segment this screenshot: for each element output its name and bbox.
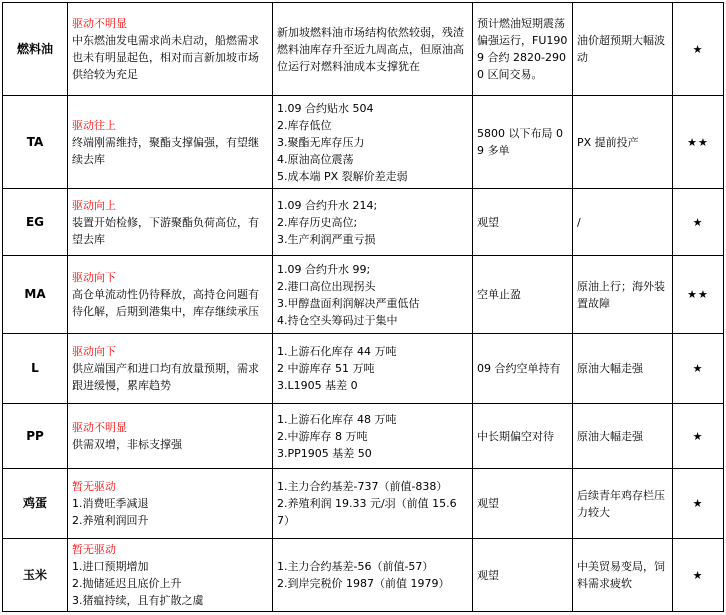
driver-text: 装置开始检修，下游聚酯负荷高位，有望去库: [72, 215, 259, 246]
driver-title: 驱动不明显: [72, 17, 127, 30]
factor-line: 1.上游石化库存 44 万吨: [277, 345, 397, 358]
driver-text: 终端刚需维持，聚酯支撑偏强，有望继续去库: [72, 135, 259, 166]
driver-text: 供应端国产和进口均有放量预期，需求跟进缓慢，累库趋势: [72, 362, 259, 392]
table-row-fuel-oil: [3, 3, 724, 96]
rating-stars: ★: [673, 539, 724, 612]
driver-title: 驱动向上: [72, 198, 116, 212]
commodity-name: MA: [3, 256, 68, 334]
risk-cell: 中美贸易变局，饲料需求疲软: [573, 539, 673, 612]
driver-line: 1.进口预期增加: [72, 560, 149, 573]
strategy-cell: 中长期偏空对待: [473, 404, 573, 469]
rating-stars: ★: [673, 404, 724, 469]
strategy-cell: 观望: [473, 189, 573, 256]
driver-title: 驱动不明显: [72, 421, 127, 434]
factor-line: 2.库存低位: [277, 118, 332, 132]
factor-line: 1.09 合约贴水 504: [277, 101, 374, 115]
risk-cell: 原油上行；海外装置故障: [573, 256, 673, 334]
driver-cell: [68, 96, 273, 189]
strategy-cell: 空单止盈: [473, 256, 573, 334]
driver-cell: [68, 189, 273, 256]
factors-cell: [273, 3, 473, 96]
table-row-eg: [3, 189, 724, 256]
driver-title: 驱动向下: [72, 271, 116, 284]
commodity-name: L: [3, 334, 68, 404]
factor-line: 1.09 合约升水 214;: [277, 198, 378, 212]
risk-cell: 后续青年鸡存栏压力较大: [573, 469, 673, 539]
factor-line: 1.上游石化库存 48 万吨: [277, 412, 397, 426]
driver-title: 驱动向下: [72, 345, 116, 358]
risk-cell: 原油大幅走强: [573, 334, 673, 404]
factor-line: 3.甲醇盘面利润解决严重低估: [277, 296, 420, 310]
driver-line: 2.养殖利润回升: [72, 514, 149, 527]
factor-line: 2.养殖利润 19.33 元/羽（前值 15.67）: [277, 497, 457, 527]
table-row-ma: [3, 256, 724, 334]
driver-text: 高仓单流动性仍待释放，高持仓问题有待化解，后期到港集中，库存继续承压: [72, 288, 259, 318]
strategy-cell: 观望: [473, 539, 573, 612]
rating-stars: ★★: [673, 96, 724, 189]
table-row-pp: [3, 404, 724, 469]
factors-cell: [273, 539, 473, 612]
factor-line: 1.主力合约基差-737（前值-838）: [277, 480, 448, 493]
commodity-name: PP: [3, 404, 68, 469]
rating-stars: ★★: [673, 256, 724, 334]
commodity-name: EG: [3, 189, 68, 256]
driver-line: 3.猪瘟持续，且有扩散之虞: [72, 594, 204, 607]
driver-text: 中东燃油发电需求尚未启动，船燃需求也未有明显起色，相对而言新加坡市场供给较为充足: [72, 34, 259, 81]
driver-title: 暂无驱动: [72, 480, 116, 493]
rating-stars: ★: [673, 3, 724, 96]
factor-line: 2.到岸完税价 1987（前值 1979）: [277, 577, 450, 590]
strategy-cell: 09 合约空单持有: [473, 334, 573, 404]
factor-line: 1.09 合约升水 99;: [277, 262, 371, 276]
driver-cell: [68, 256, 273, 334]
factor-line: 2 中游库存 51 万吨: [277, 362, 375, 375]
factor-line: 3.聚酯无库存压力: [277, 135, 365, 149]
commodity-name: 燃料油: [3, 3, 68, 96]
factor-line: 1.主力合约基差-56（前值-57）: [277, 560, 434, 573]
driver-line: 2.抛储延迟且底价上升: [72, 577, 182, 590]
driver-text: 供需双增，非标支撑强: [72, 438, 182, 451]
commodity-name: 鸡蛋: [3, 469, 68, 539]
commodity-strategy-table: [2, 2, 724, 612]
commodity-name: 玉米: [3, 539, 68, 612]
driver-cell: [68, 334, 273, 404]
factor-line: 4.原油高位震荡: [277, 152, 354, 166]
strategy-cell: 5800 以下布局 09 多单: [473, 96, 573, 189]
factor-line: 2.港口高位出现拐头: [277, 279, 376, 293]
table-row-ta: [3, 96, 724, 189]
factor-line: 2.中游库存 8 万吨: [277, 429, 368, 443]
factor-line: 4.持仓空头筹码过于集中: [277, 313, 398, 327]
risk-cell: /: [573, 189, 673, 256]
factor-line: 3.PP1905 基差 50: [277, 446, 372, 460]
factor-line: 新加坡燃料油市场结构依然较弱，残渣燃料油库存升至近九周高点，但原油高位运行对燃料油成本支撑犹在: [277, 25, 464, 73]
table-row-corn: [3, 539, 724, 612]
factors-cell: [273, 96, 473, 189]
commodity-name: TA: [3, 96, 68, 189]
driver-title: 暂无驱动: [72, 543, 116, 556]
risk-cell: 原油大幅走强: [573, 404, 673, 469]
driver-cell: [68, 539, 273, 612]
driver-cell: [68, 469, 273, 539]
table-row-l: [3, 334, 724, 404]
rating-stars: ★: [673, 334, 724, 404]
driver-line: 1.消费旺季减退: [72, 497, 149, 510]
strategy-cell: 观望: [473, 469, 573, 539]
strategy-cell: 预计燃油短期震荡偏强运行，FU1909 合约 2820-2900 区间交易。: [473, 3, 573, 96]
factor-line: 5.成本端 PX 裂解价差走弱: [277, 169, 408, 183]
factors-cell: [273, 404, 473, 469]
risk-cell: 油价超预期大幅波动: [573, 3, 673, 96]
driver-cell: [68, 3, 273, 96]
factors-cell: [273, 256, 473, 334]
factor-line: 3.L1905 基差 0: [277, 379, 358, 392]
rating-stars: ★: [673, 189, 724, 256]
risk-cell: PX 提前投产: [573, 96, 673, 189]
factor-line: 3.生产利润严重亏损: [277, 232, 376, 246]
driver-cell: [68, 404, 273, 469]
factors-cell: [273, 334, 473, 404]
driver-title: 驱动往上: [72, 118, 116, 132]
factor-line: 2.库存历史高位;: [277, 215, 358, 229]
factors-cell: [273, 189, 473, 256]
factors-cell: [273, 469, 473, 539]
table-row-egg: [3, 469, 724, 539]
rating-stars: ★: [673, 469, 724, 539]
